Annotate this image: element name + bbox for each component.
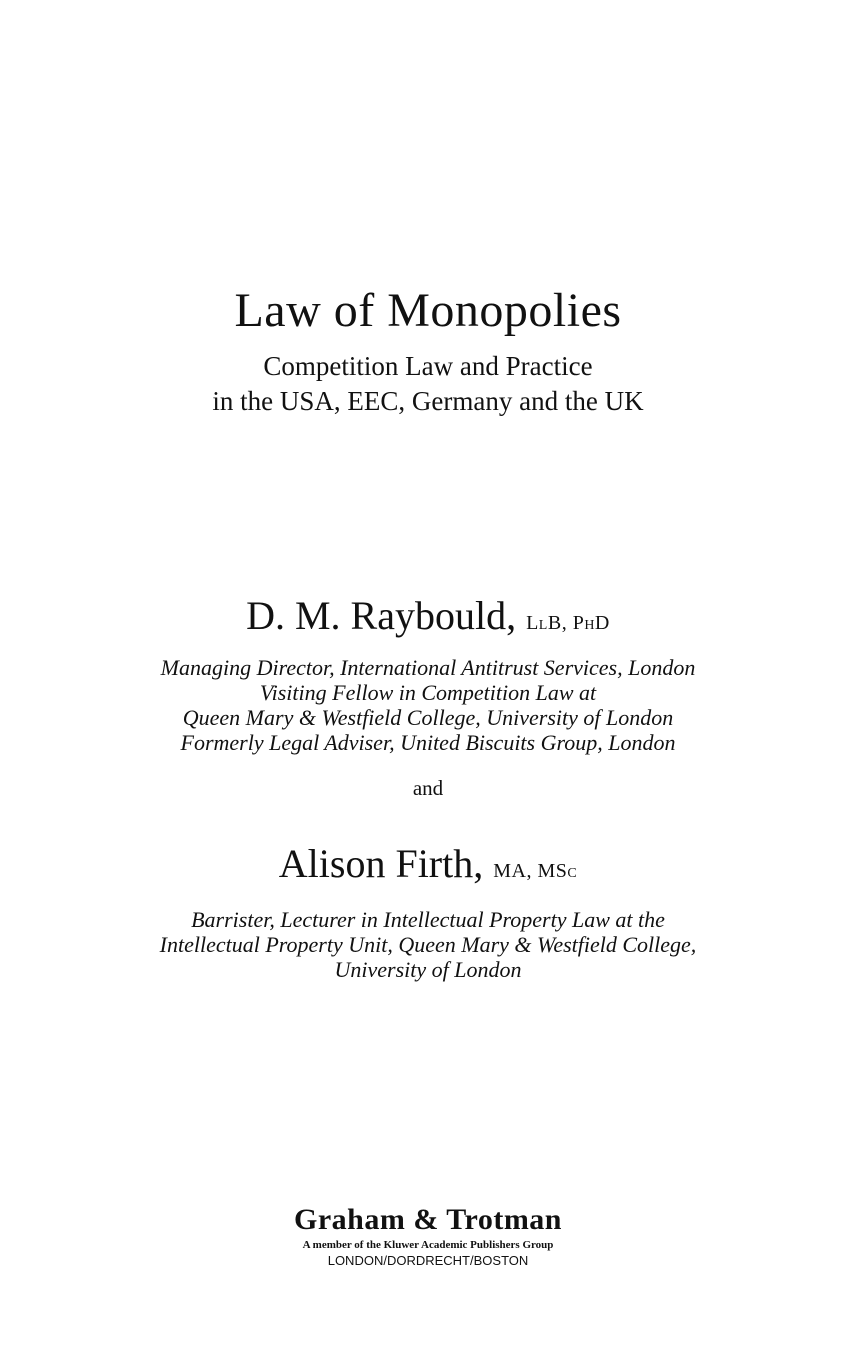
affiliation-line: University of London [334, 957, 522, 982]
publisher-member-note: A member of the Kluwer Academic Publishers Group [302, 1239, 554, 1251]
author-1 [0, 592, 856, 647]
affiliation-line: Managing Director, International Antitrust Services, London [160, 655, 696, 680]
affiliation-line: Queen Mary & Westfield College, University of London [182, 705, 674, 730]
author-1-affiliation [0, 655, 856, 755]
affiliation-line: Visiting Fellow in Competition Law at [259, 680, 597, 705]
affiliation-line: Formerly Legal Adviser, United Biscuits Group, London [180, 730, 676, 755]
publisher-cities: LONDON/DORDRECHT/BOSTON [327, 1253, 529, 1268]
conjunction: and [412, 776, 444, 800]
author-2 [0, 840, 856, 895]
book-title: Law of Monopolies [234, 284, 622, 337]
author-2-name: Alison Firth, [278, 841, 484, 886]
author-2-degrees: MA, MSc [493, 860, 578, 882]
author-1-name: D. M. Raybould, [246, 593, 517, 638]
publisher-name: Graham & Trotman [294, 1203, 562, 1236]
affiliation-line: Barrister, Lecturer in Intellectual Property Law at the [191, 907, 665, 932]
subtitle-line-1: Competition Law and Practice [263, 351, 593, 381]
subtitle-line-2: in the USA, EEC, Germany and the UK [212, 386, 644, 416]
author-2-affiliation [0, 907, 856, 982]
author-1-degrees: LlB, PhD [526, 612, 610, 634]
affiliation-line: Intellectual Property Unit, Queen Mary & Westfield College, [159, 932, 697, 957]
